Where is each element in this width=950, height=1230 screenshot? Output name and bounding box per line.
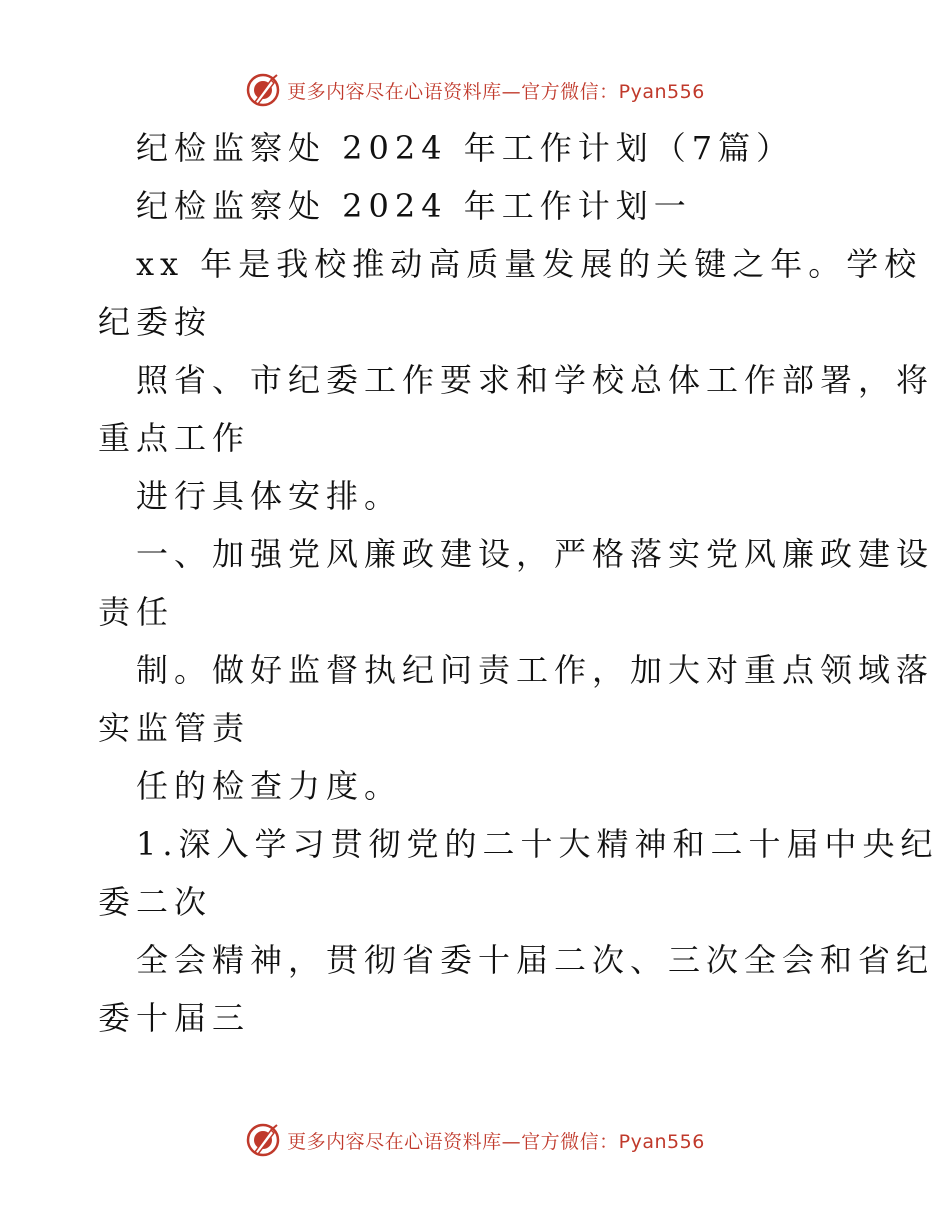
footer-banner-text: 更多内容尽在心语资料库—官方微信：Pyan556	[287, 1130, 705, 1153]
paragraph-line: 责任	[98, 593, 175, 631]
paragraph-line: 实监管责	[98, 709, 251, 747]
document-title: 纪检监察处 2024 年工作计划（7篇）	[136, 129, 795, 167]
section-title: 纪检监察处 2024 年工作计划一	[136, 187, 692, 225]
paragraph-line: 重点工作	[98, 419, 251, 457]
paragraph-line: 任的检查力度。	[136, 767, 403, 805]
paragraph-line: 委十届三	[98, 999, 251, 1037]
header-banner	[0, 70, 950, 110]
paragraph-line: 制。做好监督执纪问责工作，加大对重点领域落	[136, 651, 935, 689]
header-banner-text: 更多内容尽在心语资料库—官方微信：Pyan556	[287, 80, 705, 103]
quill-logo-icon	[245, 72, 281, 108]
paragraph-line: 照省、市纪委工作要求和学校总体工作部署，将	[136, 361, 935, 399]
paragraph-line: 委二次	[98, 883, 213, 921]
paragraph-line: 全会精神，贯彻省委十届二次、三次全会和省纪	[136, 941, 935, 979]
footer-banner	[0, 1120, 950, 1160]
quill-logo-icon	[245, 1122, 281, 1158]
paragraph-line: xx 年是我校推动高质量发展的关键之年。学校	[136, 245, 923, 283]
paragraph-line: 进行具体安排。	[136, 477, 403, 515]
paragraph-line: 1.深入学习贯彻党的二十大精神和二十届中央纪	[136, 825, 939, 863]
paragraph-line: 纪委按	[98, 303, 213, 341]
paragraph-line: 一、加强党风廉政建设，严格落实党风廉政建设	[136, 535, 935, 573]
